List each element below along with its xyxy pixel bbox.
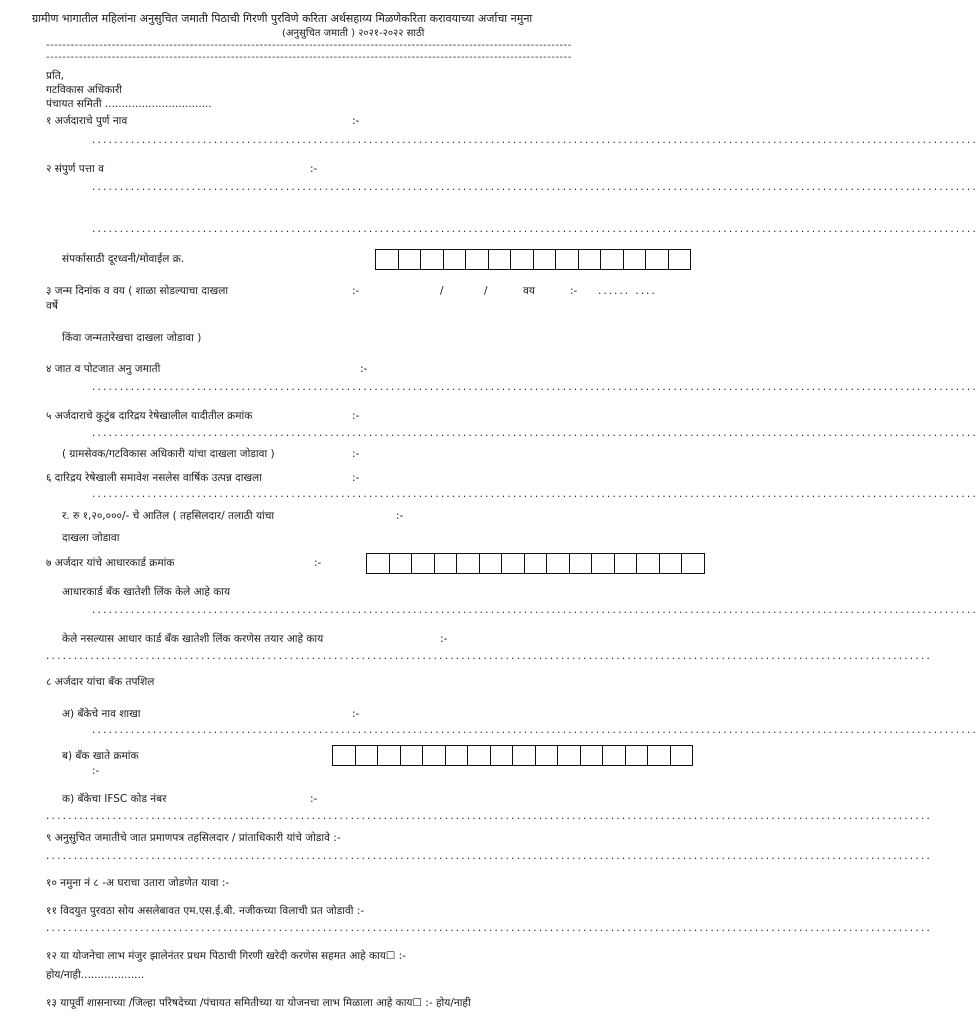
address-prati: प्रति,: [46, 70, 65, 82]
q1-colon: :-: [352, 115, 360, 127]
q5-note: ( ग्रामसेवक/गटविकास अधिकारी यांचा दाखला जोडावा ): [62, 448, 275, 460]
q7-ready-dots[interactable]: ................................................................................................................................................................: [46, 650, 933, 662]
form-title: ग्रामीण भागातील महिलांना अनुसुचित जमाती पिठाची गिरणी पुरविणे करिता अर्थसहाय्य मिळणेकरिता करावयाच्या अर्जाचा नमुना: [32, 12, 533, 25]
q3-colon: :-: [352, 285, 360, 297]
q13-label: १३ यापूर्वी शासनाच्या /जिल्हा परिषदेच्या /पंचायत समितीच्या या योजनचा लाभ मिळाला आहे काय☐ :- होय/नाही: [46, 997, 471, 1009]
q2-label: २ संपुर्ण पत्ता व: [46, 163, 104, 175]
q4-dots[interactable]: ................................................................................................................................................................: [92, 381, 978, 393]
q4-label: ४ जात व पोटजात अनु जमाती: [46, 363, 161, 375]
q3-years: वर्षे: [46, 300, 58, 312]
q2-dots-2[interactable]: ................................................................................................................................................................: [92, 223, 978, 235]
account-boxes[interactable]: [332, 745, 693, 766]
q6-income-colon: :-: [396, 510, 404, 522]
q5-colon: :-: [352, 410, 360, 422]
q2-colon: :-: [310, 163, 318, 175]
q3-slash-2: /: [484, 285, 488, 297]
q3-age-colon: :-: [570, 285, 578, 297]
phone-label: संपर्कासाठी दूरध्वनी/मोवाईल क्र.: [62, 253, 185, 265]
q3-note: किंवा जन्मतारेखचा दाखला जोडावा ): [62, 332, 202, 344]
q9-label: ९ अनुसुचित जमातीचे जात प्रमाणपत्र तहसिलदार / प्रांताधिकारी यांचे जोडावे :-: [46, 832, 341, 844]
q11-label: ११ विदयुत पुरवठा सोय असलेबावत एम.एस.ई.बी. नजीकच्या विलाची प्रत जोडावी :-: [46, 905, 365, 917]
q9-dots[interactable]: ................................................................................................................................................................: [46, 850, 933, 862]
aadhaar-boxes[interactable]: [366, 553, 705, 574]
q4-colon: :-: [360, 363, 368, 375]
q7-bank-link: आधारकार्ड बँक खातेशी लिंक केले आहे काय: [62, 586, 231, 598]
address-officer: गटविकास अधिकारी: [46, 84, 122, 96]
q5-dots[interactable]: ................................................................................................................................................................: [92, 427, 978, 439]
q3-slash-1: /: [440, 285, 444, 297]
q7-ready: केले नसल्यास आधार कार्ड बँक खातेशी लिंक करणेस तयार आहे काय: [62, 633, 324, 645]
form-subtitle: (अनुसुचित जमाती ) २०२१-२०२२ साठी: [282, 28, 425, 39]
q8a-label: अ) बँकेचे नाव शाखा: [62, 708, 141, 720]
q8b-colon: :-: [92, 765, 100, 777]
q5-label: ५ अर्जदाराचे कुटुंब दारिद्रय रेषेखालील यादीतील क्रमांक: [46, 410, 253, 422]
q8c-dots[interactable]: ................................................................................................................................................................: [46, 810, 933, 822]
q2-dots-1[interactable]: ................................................................................................................................................................: [92, 181, 978, 193]
q3-age-dots[interactable]: ...... ....: [598, 285, 657, 297]
q6-attach-note: दाखला जोडावा: [62, 532, 120, 544]
q8-label: ८ अर्जदार यांचा बँक तपशिल: [46, 676, 155, 688]
q12-answer[interactable]: होय/नाही...................: [46, 969, 145, 981]
q6-dots[interactable]: ................................................................................................................................................................: [92, 488, 978, 500]
q1-dots[interactable]: ................................................................................................................................................................: [92, 134, 978, 146]
q8c-colon: :-: [310, 793, 318, 805]
separator-line: --------------------------------------------------------------------------------------------------------------------------------: [46, 40, 572, 51]
q12-label: १२ या योजनेचा लाभ मंजुर झालेनंतर प्रथम पिठाची गिरणी खरेदी करणेस सहमत आहे काय☐ :-: [46, 950, 406, 962]
q7-ready-colon: :-: [440, 633, 448, 645]
q8a-dots[interactable]: ................................................................................................................................................................: [92, 724, 978, 736]
phone-boxes[interactable]: [375, 249, 691, 270]
q7-link-dots[interactable]: ................................................................................................................................................................: [92, 604, 978, 616]
q10-label: १० नमुना नं ८ -अ घराचा उतारा जोडणेत यावा :-: [46, 877, 230, 889]
q11-dots[interactable]: ................................................................................................................................................................: [46, 922, 933, 934]
q3-label: ३ जन्म दिनांक व वय ( शाळा सोडल्याचा दाखला: [46, 285, 229, 297]
q5-note-colon: :-: [352, 448, 360, 460]
separator-line-2: --------------------------------------------------------------------------------------------------------------------------------: [46, 52, 572, 63]
q8a-colon: :-: [352, 708, 360, 720]
q7-label: ७ अर्जदार यांचे आधारकार्ड क्रमांक: [46, 557, 175, 569]
q6-colon: :-: [352, 472, 360, 484]
q8b-label: ब) बँक खाते क्रमांक: [62, 750, 139, 762]
q3-age-label: वय: [523, 285, 535, 297]
address-samiti: पंचायत समिती ................................: [46, 98, 212, 110]
q6-income-limit: र. रु १,२०,०००/- चे आतिल ( तहसिलदार/ तलाठी यांचा: [62, 510, 275, 522]
q7-colon: :-: [314, 557, 322, 569]
q1-label: १ अर्जदाराचे पुर्ण नाव: [46, 115, 128, 127]
q6-label: ६ दारिद्रय रेषेखाली समावेश नसलेस वार्षिक उत्पन्न दाखला: [46, 472, 262, 484]
q8c-label: क) बँकेचा IFSC कोड नंबर: [62, 793, 167, 805]
